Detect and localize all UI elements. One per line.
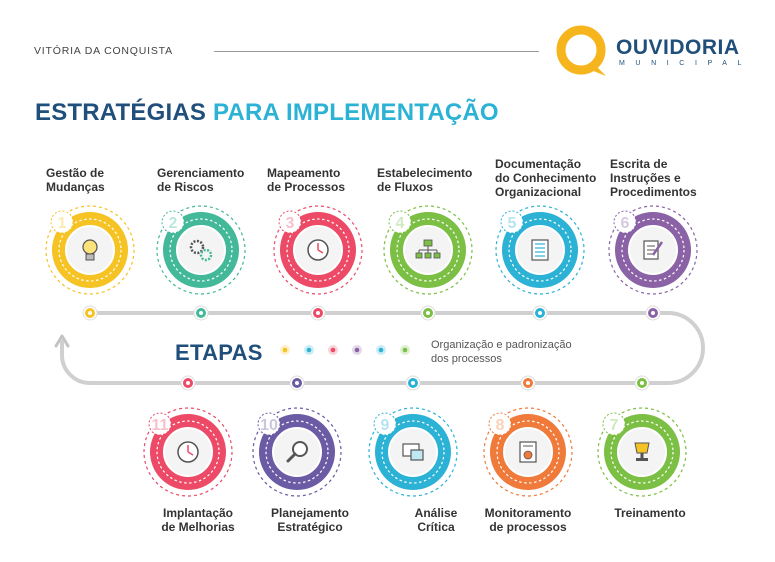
step-11-number: 11 bbox=[151, 417, 169, 434]
clock-icon bbox=[178, 442, 198, 462]
step-9-number: 9 bbox=[380, 417, 390, 434]
step-3-number: 3 bbox=[285, 215, 295, 232]
step-3-label: Mapeamento de Processos bbox=[267, 166, 346, 194]
step-5-number: 5 bbox=[507, 215, 517, 232]
title-part-1: ESTRATÉGIAS bbox=[35, 99, 207, 126]
step-6-timeline-dot bbox=[646, 306, 660, 320]
step-8-badge bbox=[489, 413, 511, 435]
document-icon bbox=[532, 240, 548, 260]
etapas-legend-dot bbox=[376, 345, 386, 355]
step-11-timeline-dot bbox=[181, 376, 195, 390]
step-8-number: 8 bbox=[495, 417, 505, 434]
step-1-label: Gestão de Mudanças bbox=[46, 166, 105, 194]
step-11-badge bbox=[149, 413, 171, 435]
step-4-timeline-dot bbox=[421, 306, 435, 320]
brand-subtitle: MUNICIPAL bbox=[619, 60, 752, 67]
page-title bbox=[35, 99, 499, 127]
step-3-timeline-dot bbox=[311, 306, 325, 320]
step-1-node bbox=[46, 206, 134, 320]
step-10-label: Planejamento Estratégico bbox=[270, 506, 350, 534]
step-6-label: Escrita de Instruções e Procedimentos bbox=[610, 157, 697, 199]
etapas-legend-dot bbox=[280, 345, 290, 355]
center-label: ETAPAS bbox=[175, 340, 263, 365]
step-3-node bbox=[274, 206, 362, 320]
etapas-legend-dot bbox=[352, 345, 362, 355]
center-description: Organização e padronização dos processos bbox=[431, 339, 572, 365]
step-7-badge bbox=[603, 413, 625, 435]
step-4-number: 4 bbox=[395, 215, 405, 232]
certificate-icon bbox=[520, 442, 536, 462]
step-2-timeline-dot bbox=[194, 306, 208, 320]
step-8-node bbox=[484, 376, 572, 496]
step-5-badge bbox=[501, 211, 523, 233]
city-name: VITÓRIA DA CONQUISTA bbox=[34, 45, 173, 57]
step-2-node bbox=[157, 206, 245, 320]
step-11-label: Implantação de Melhorias bbox=[161, 506, 235, 534]
ouvidoria-logo-icon bbox=[561, 30, 606, 76]
step-7-node bbox=[598, 376, 686, 496]
step-10-number: 10 bbox=[260, 417, 278, 434]
step-2-label: Gerenciamento de Riscos bbox=[157, 166, 245, 194]
step-4-node bbox=[384, 206, 472, 320]
step-5-timeline-dot bbox=[533, 306, 547, 320]
title-part-2: PARA IMPLEMENTAÇÃO bbox=[212, 99, 499, 126]
step-11-node bbox=[144, 376, 232, 496]
step-9-label: Análise Crítica bbox=[414, 506, 458, 534]
step-9-badge bbox=[374, 413, 396, 435]
step-1-badge bbox=[51, 211, 73, 233]
step-6-badge bbox=[614, 211, 636, 233]
step-2-number: 2 bbox=[168, 215, 178, 232]
step-9-timeline-dot bbox=[406, 376, 420, 390]
step-9-node bbox=[369, 376, 457, 496]
step-7-number: 7 bbox=[609, 417, 619, 434]
step-3-badge bbox=[279, 211, 301, 233]
step-8-label: Monitoramento de processos bbox=[484, 506, 572, 534]
etapas-legend-dot bbox=[400, 345, 410, 355]
step-10-timeline-dot bbox=[290, 376, 304, 390]
trophy-icon bbox=[635, 443, 649, 461]
step-10-badge bbox=[258, 413, 280, 435]
step-5-label: Documentação do Conhecimento Organizacional bbox=[495, 157, 597, 199]
step-2-badge bbox=[162, 211, 184, 233]
step-8-timeline-dot bbox=[521, 376, 535, 390]
clock-icon bbox=[308, 240, 328, 260]
step-7-timeline-dot bbox=[635, 376, 649, 390]
step-6-node bbox=[609, 206, 697, 320]
etapas-legend-dot bbox=[304, 345, 314, 355]
etapas-legend-dot bbox=[328, 345, 338, 355]
step-6-number: 6 bbox=[620, 215, 630, 232]
step-1-timeline-dot bbox=[83, 306, 97, 320]
brand-name: OUVIDORIA bbox=[616, 36, 740, 59]
step-7-label: Treinamento bbox=[614, 506, 686, 520]
step-10-node bbox=[253, 376, 341, 496]
step-4-badge bbox=[389, 211, 411, 233]
step-4-label: Estabelecimento de Fluxos bbox=[377, 166, 473, 194]
step-5-node bbox=[496, 206, 584, 320]
step-1-number: 1 bbox=[57, 215, 67, 232]
